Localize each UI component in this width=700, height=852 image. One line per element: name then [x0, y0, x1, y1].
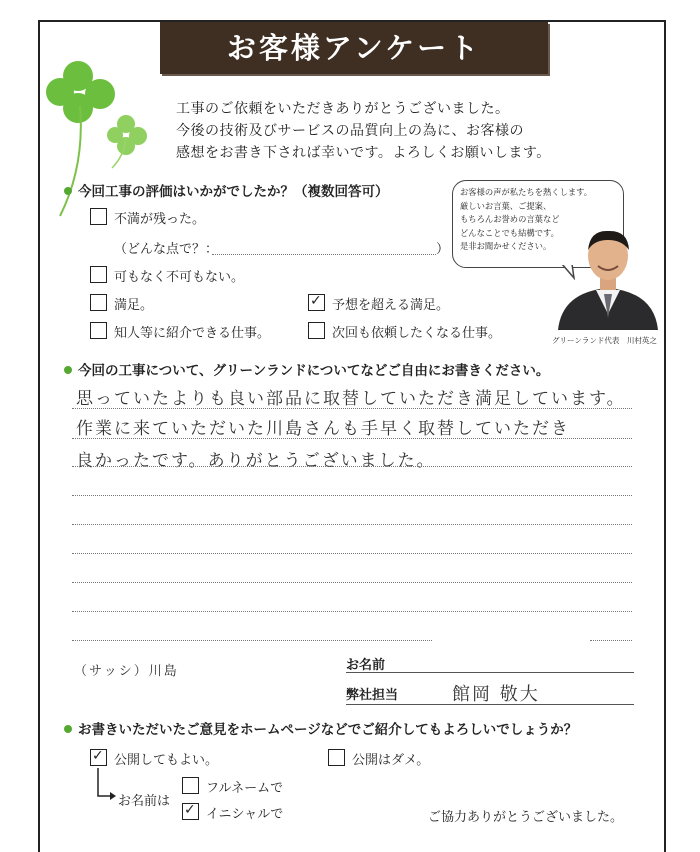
- representative-caption: グリーンランド代表 川村英之: [552, 336, 657, 345]
- check-mark-icon: ✓: [92, 748, 104, 764]
- title-banner: [160, 22, 548, 74]
- arrow-icon: [94, 768, 118, 802]
- what-point-line[interactable]: [212, 254, 436, 255]
- name-field[interactable]: [346, 672, 634, 673]
- thanks-text: ご協力ありがとうございました。: [428, 810, 624, 825]
- checkbox-next-time[interactable]: [308, 322, 325, 339]
- comment-line-3: 良かったです。ありがとうございました。: [76, 451, 436, 471]
- option-neutral: 可もなく不可もない。: [114, 270, 245, 285]
- comment-line[interactable]: [72, 582, 632, 583]
- intro-line-2: 今後の技術及びサービスの品質向上の為に、お客様の: [176, 123, 524, 139]
- option-next-time: 次回も依頼したくなる仕事。: [332, 326, 502, 341]
- checkbox-fullname[interactable]: [182, 777, 199, 794]
- name-label: お名前: [346, 658, 386, 673]
- checkbox-neutral[interactable]: [90, 266, 107, 283]
- company-note: （サッシ）川島: [74, 664, 179, 679]
- what-point-close: ）: [436, 242, 450, 257]
- option-publish-ng: 公開はダメ。: [352, 753, 430, 768]
- comment-line-1: 思っていたよりも良い部品に取替していただき満足しています。: [76, 389, 626, 409]
- option-beyond: 予想を超える満足。: [332, 298, 450, 313]
- option-referral: 知人等に紹介できる仕事。: [114, 326, 271, 341]
- comment-line[interactable]: [72, 524, 632, 525]
- q1-heading: 今回工事の評価はいかがでしたか？（複数回答可）: [78, 184, 389, 200]
- comment-line-2: 作業に来ていただいた川島さんも手早く取替していただき: [76, 419, 570, 439]
- checkbox-referral[interactable]: [90, 322, 107, 339]
- bubble-line: 厳しいお言葉、ご提案、: [460, 200, 552, 211]
- q2-heading: 今回の工事について、グリーンランドについてなどご自由にお書きください。: [78, 363, 550, 379]
- bullet-icon: [64, 366, 72, 374]
- comment-line[interactable]: [72, 495, 632, 496]
- option-satisfied: 満足。: [114, 298, 154, 313]
- comment-line[interactable]: [72, 466, 632, 467]
- staff-field[interactable]: [346, 704, 634, 705]
- bubble-line: どんなことでも結構です。: [460, 227, 559, 238]
- intro-line-3: 感想をお書き下されば幸いです。よろしくお願いします。: [176, 145, 551, 161]
- checkbox-unsatisfied[interactable]: [90, 208, 107, 225]
- option-unsatisfied: 不満が残った。: [114, 212, 206, 227]
- comment-line[interactable]: [590, 640, 632, 641]
- intro-line-1: 工事のご依頼をいただきありがとうございました。: [176, 101, 510, 117]
- bullet-icon: [64, 725, 72, 733]
- q3-heading: お書きいただいたご意見をホームページなどでご紹介してもよろしいでしょうか？: [78, 722, 578, 738]
- clover-icon: [40, 56, 160, 226]
- option-initial: イニシャルで: [206, 807, 284, 822]
- comment-line[interactable]: [72, 408, 632, 409]
- check-mark-icon: ✓: [184, 802, 196, 818]
- option-publish-ok: 公開してもよい。: [114, 753, 219, 768]
- bullet-icon: [64, 187, 72, 195]
- comment-line[interactable]: [72, 640, 432, 641]
- bubble-line: 是非お聞かせください。: [460, 241, 552, 251]
- checkbox-publish-ng[interactable]: [328, 749, 345, 766]
- page-title: お客様アンケート: [226, 31, 482, 65]
- comment-line[interactable]: [72, 553, 632, 554]
- comment-line[interactable]: [72, 611, 632, 612]
- staff-name: 館岡 敬大: [452, 684, 540, 705]
- option-fullname: フルネームで: [206, 781, 284, 796]
- comment-line[interactable]: [72, 438, 632, 439]
- option-what-point: （どんな点で？：: [114, 242, 219, 257]
- checkbox-satisfied[interactable]: [90, 294, 107, 311]
- representative-photo: [552, 222, 664, 330]
- check-mark-icon: ✓: [310, 293, 322, 309]
- staff-label: 弊社担当: [346, 688, 399, 703]
- bubble-line: もちろんお誉めの言葉など: [460, 214, 560, 224]
- bubble-line: お客様の声が私たちを熱くします。: [460, 187, 593, 197]
- name-preference-label: お名前は: [118, 794, 171, 809]
